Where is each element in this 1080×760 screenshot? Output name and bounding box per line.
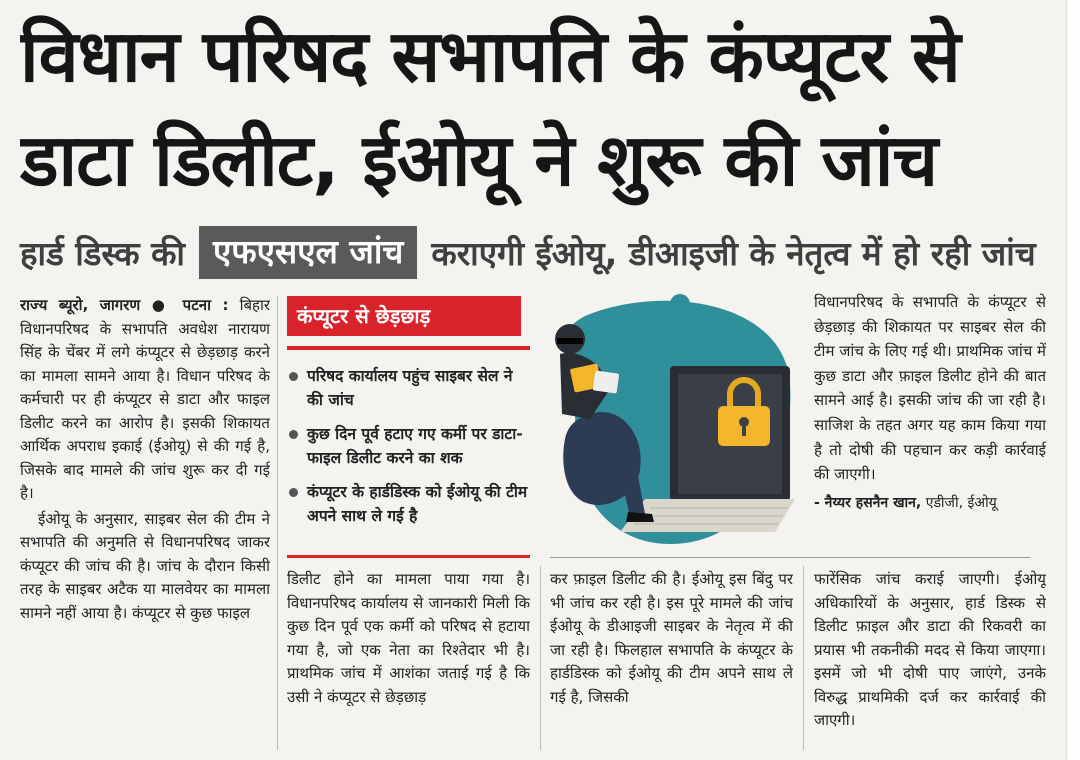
article-column-1 <box>20 294 270 750</box>
column-divider <box>277 296 278 750</box>
subheadline-before: हार्ड डिस्क की <box>20 233 185 273</box>
quote-box <box>814 290 1046 548</box>
page-edge <box>1066 0 1080 760</box>
article-column-4 <box>814 568 1046 752</box>
sidebox-bullet: कंप्यूटर के हार्डडिस्क को ईओयू की टीम अपने साथ ले गई है <box>287 480 530 528</box>
article-column-3 <box>550 568 793 752</box>
article-col1-p1-text: बिहार विधानपरिषद के सभापति अवधेश नारायण सिंह के चेंबर में लगे कंप्यूटर से छेड़छाड़ करने का मामला सामने आया है। विधान परिषद के कर्मचारी पर ही कंप्यूटर से डाटा और फाइल डिलीट करने का आरोप है। इसकी शिकायत आर्थिक अपराध इकाई (ईओयू) से की गई है, जिसके बाद मामले की जांच शुरू कर दी गई है। <box>20 296 270 502</box>
sidebox-top-rule <box>287 346 530 350</box>
column-divider <box>540 566 541 750</box>
sidebox <box>287 296 530 558</box>
headline-line-1: विधान परिषद सभापति के कंप्यूटर से <box>20 14 960 98</box>
sidebox-bullet-list <box>287 364 530 528</box>
quote-attribution-name: - नैय्यर हसनैन खान, <box>814 494 922 511</box>
sidebox-bottom-rule <box>287 555 530 558</box>
hacker-mask <box>557 338 583 344</box>
sidebox-bullet: कुछ दिन पूर्व हटाए गए कर्मी पर डाटा-फाइल डिलीट करने का शक <box>287 422 530 470</box>
quote-attribution-title: एडीजी, ईओयू <box>921 494 997 511</box>
article-paragraph-1 <box>20 294 270 506</box>
hacker-illustration <box>550 294 795 550</box>
subheadline-after: कराएगी ईओयू, डीआइजी के नेतृत्व में हो रही जांच <box>431 233 1036 273</box>
sidebox-bullet: परिषद कार्यालय पहुंच साइबर सेल ने की जांच <box>287 364 530 412</box>
illustration-bubble <box>670 294 690 314</box>
stolen-paper-icon <box>593 370 620 393</box>
section-divider <box>550 557 1030 558</box>
headline-line-2: डाटा डिलीट, ईओयू ने शुरू की जांच <box>20 118 938 202</box>
article-column-2-text: डिलीट होने का मामला पाया गया है। विधानपरिषद कार्यालय से जानकारी मिली कि कुछ दिन पूर्व एक कर्मी को परिषद से हटाया गया है, जो एक नेता का रिश्तेदार भी है। प्राथमिक जांच में आशंका जताई गई है कि उसी ने कंप्यूटर से छेड़छाड़ <box>287 570 530 706</box>
sidebox-title: कंप्यूटर से छेड़छाड़ <box>287 296 521 336</box>
quote-attribution <box>814 491 1046 516</box>
quote-text: विधानपरिषद के सभापति के कंप्यूटर से छेड़छाड़ की शिकायत पर साइबर सेल की टीम जांच के लिए गई थी। प्राथमिक जांच में कुछ डाटा और फ़ाइल डिलीट होने की बात सामने आई है। इसकी जांच की जा रही है। साजिश के तहत अगर यह काम किया गया है तो दोषी की पहचान कर कड़ी कार्रवाई की जाएगी। <box>814 293 1046 484</box>
article-column-3-text: कर फ़ाइल डिलीट की है। ईओयू इस बिंदु पर भी जांच कर रही है। इस पूरे मामले की जांच ईओयू के डीआइजी साइबर के नेतृत्व में की जा रही है। फिलहाल सभापति के कंप्यूटर के हार्डडिस्क को ईओयू की टीम अपने साथ ले गई है, जिसकी <box>550 570 793 706</box>
article-column-2 <box>287 568 530 752</box>
column-divider <box>803 566 804 750</box>
article-column-4-text: फारेंसिक जांच कराई जाएगी। ईओयू अधिकारियों के अनुसार, हार्ड डिस्क से डिलीट फ़ाइल और डाटा की रिकवरी का प्रयास भी तकनीकी मदद से किया जाएगा। इसमें जो भी दोषी पाए जाएंगे, उनके विरुद्ध प्राथमिकी दर्ज कर कार्रवाई की जाएगी। <box>814 570 1046 729</box>
byline: राज्य ब्यूरो, जागरण ● पटना : <box>20 296 229 314</box>
subheadline-highlight: एफएसएल जांच <box>199 226 417 279</box>
article-paragraph-2: ईओयू के अनुसार, साइबर सेल की टीम ने सभापति की अनुमति से विधानपरिषद जाकर कंप्यूटर की जांच की है। जांच के दौरान किसी तरह के साइबर अटैक या मालवेयर का मामला सामने नहीं आया है। कंप्यूटर से कुछ फाइल <box>20 509 270 622</box>
subheadline <box>20 224 1060 280</box>
